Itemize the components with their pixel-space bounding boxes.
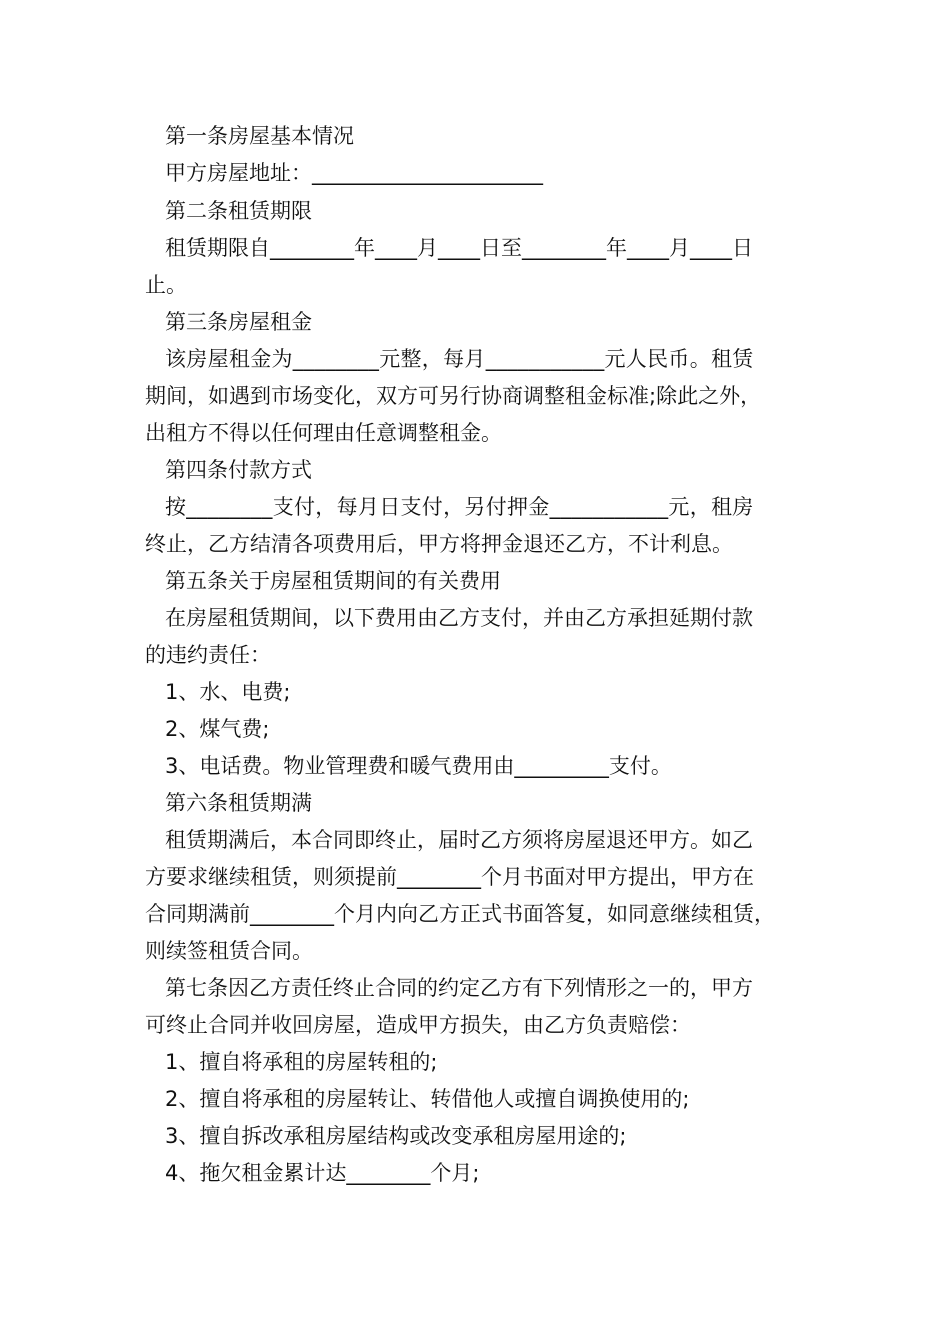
fees-list-item: 1、水、电费; bbox=[165, 680, 291, 704]
article-3-heading: 第三条房屋租金 bbox=[165, 310, 312, 334]
termination-list-item: 1、擅自将承租的房屋转租的; bbox=[165, 1050, 438, 1074]
fees-paragraph-line: 的违约责任： bbox=[145, 643, 271, 667]
fees-list-item: 2、煤气费; bbox=[165, 717, 270, 741]
payment-paragraph-line: 按________支付，每月日支付，另付押金___________元，租房 bbox=[165, 495, 754, 519]
expiry-paragraph-line: 租赁期满后，本合同即终止，届时乙方须将房屋退还甲方。如乙 bbox=[165, 828, 753, 852]
termination-paragraph-line: 可终止合同并收回房屋，造成甲方损失，由乙方负责赔偿： bbox=[145, 1013, 691, 1037]
termination-list-item: 3、擅自拆改承租房屋结构或改变承租房屋用途的; bbox=[165, 1124, 627, 1148]
article-4-heading: 第四条付款方式 bbox=[165, 458, 312, 482]
fees-list-item: 3、电话费。物业管理费和暖气费用由_________支付。 bbox=[165, 754, 672, 778]
article-7-heading: 第七条因乙方责任终止合同的约定乙方有下列情形之一的，甲方 bbox=[165, 976, 753, 1000]
article-5-heading: 第五条关于房屋租赁期间的有关费用 bbox=[165, 569, 501, 593]
article-1-heading: 第一条房屋基本情况 bbox=[165, 124, 354, 148]
lease-term-line-end: 止。 bbox=[145, 273, 187, 297]
article-2-heading: 第二条租赁期限 bbox=[165, 199, 312, 223]
termination-list-item: 2、擅自将承租的房屋转让、转借他人或擅自调换使用的; bbox=[165, 1087, 690, 1111]
expiry-paragraph-line: 方要求继续租赁，则须提前________个月书面对甲方提出，甲方在 bbox=[145, 865, 754, 889]
rent-paragraph-line: 期间，如遇到市场变化，双方可另行协商调整租金标准;除此之外， bbox=[145, 384, 762, 408]
lease-term-line: 租赁期限自________年____月____日至________年____月____日 bbox=[165, 236, 753, 260]
expiry-paragraph-line: 则续签租赁合同。 bbox=[145, 939, 313, 963]
rent-paragraph-line: 该房屋租金为________元整，每月___________元人民币。租赁 bbox=[165, 347, 754, 371]
fees-paragraph-line: 在房屋租赁期间，以下费用由乙方支付，并由乙方承担延期付款 bbox=[165, 606, 753, 630]
article-6-heading: 第六条租赁期满 bbox=[165, 791, 312, 815]
expiry-paragraph-line: 合同期满前________个月内向乙方正式书面答复，如同意继续租赁， bbox=[145, 902, 775, 926]
termination-list-item: 4、拖欠租金累计达________个月; bbox=[165, 1161, 480, 1185]
rent-paragraph-line: 出租方不得以任何理由任意调整租金。 bbox=[145, 421, 502, 445]
payment-paragraph-line: 终止，乙方结清各项费用后，甲方将押金退还乙方，不计利息。 bbox=[145, 532, 733, 556]
landlord-address-line: 甲方房屋地址：______________________ bbox=[165, 161, 543, 185]
